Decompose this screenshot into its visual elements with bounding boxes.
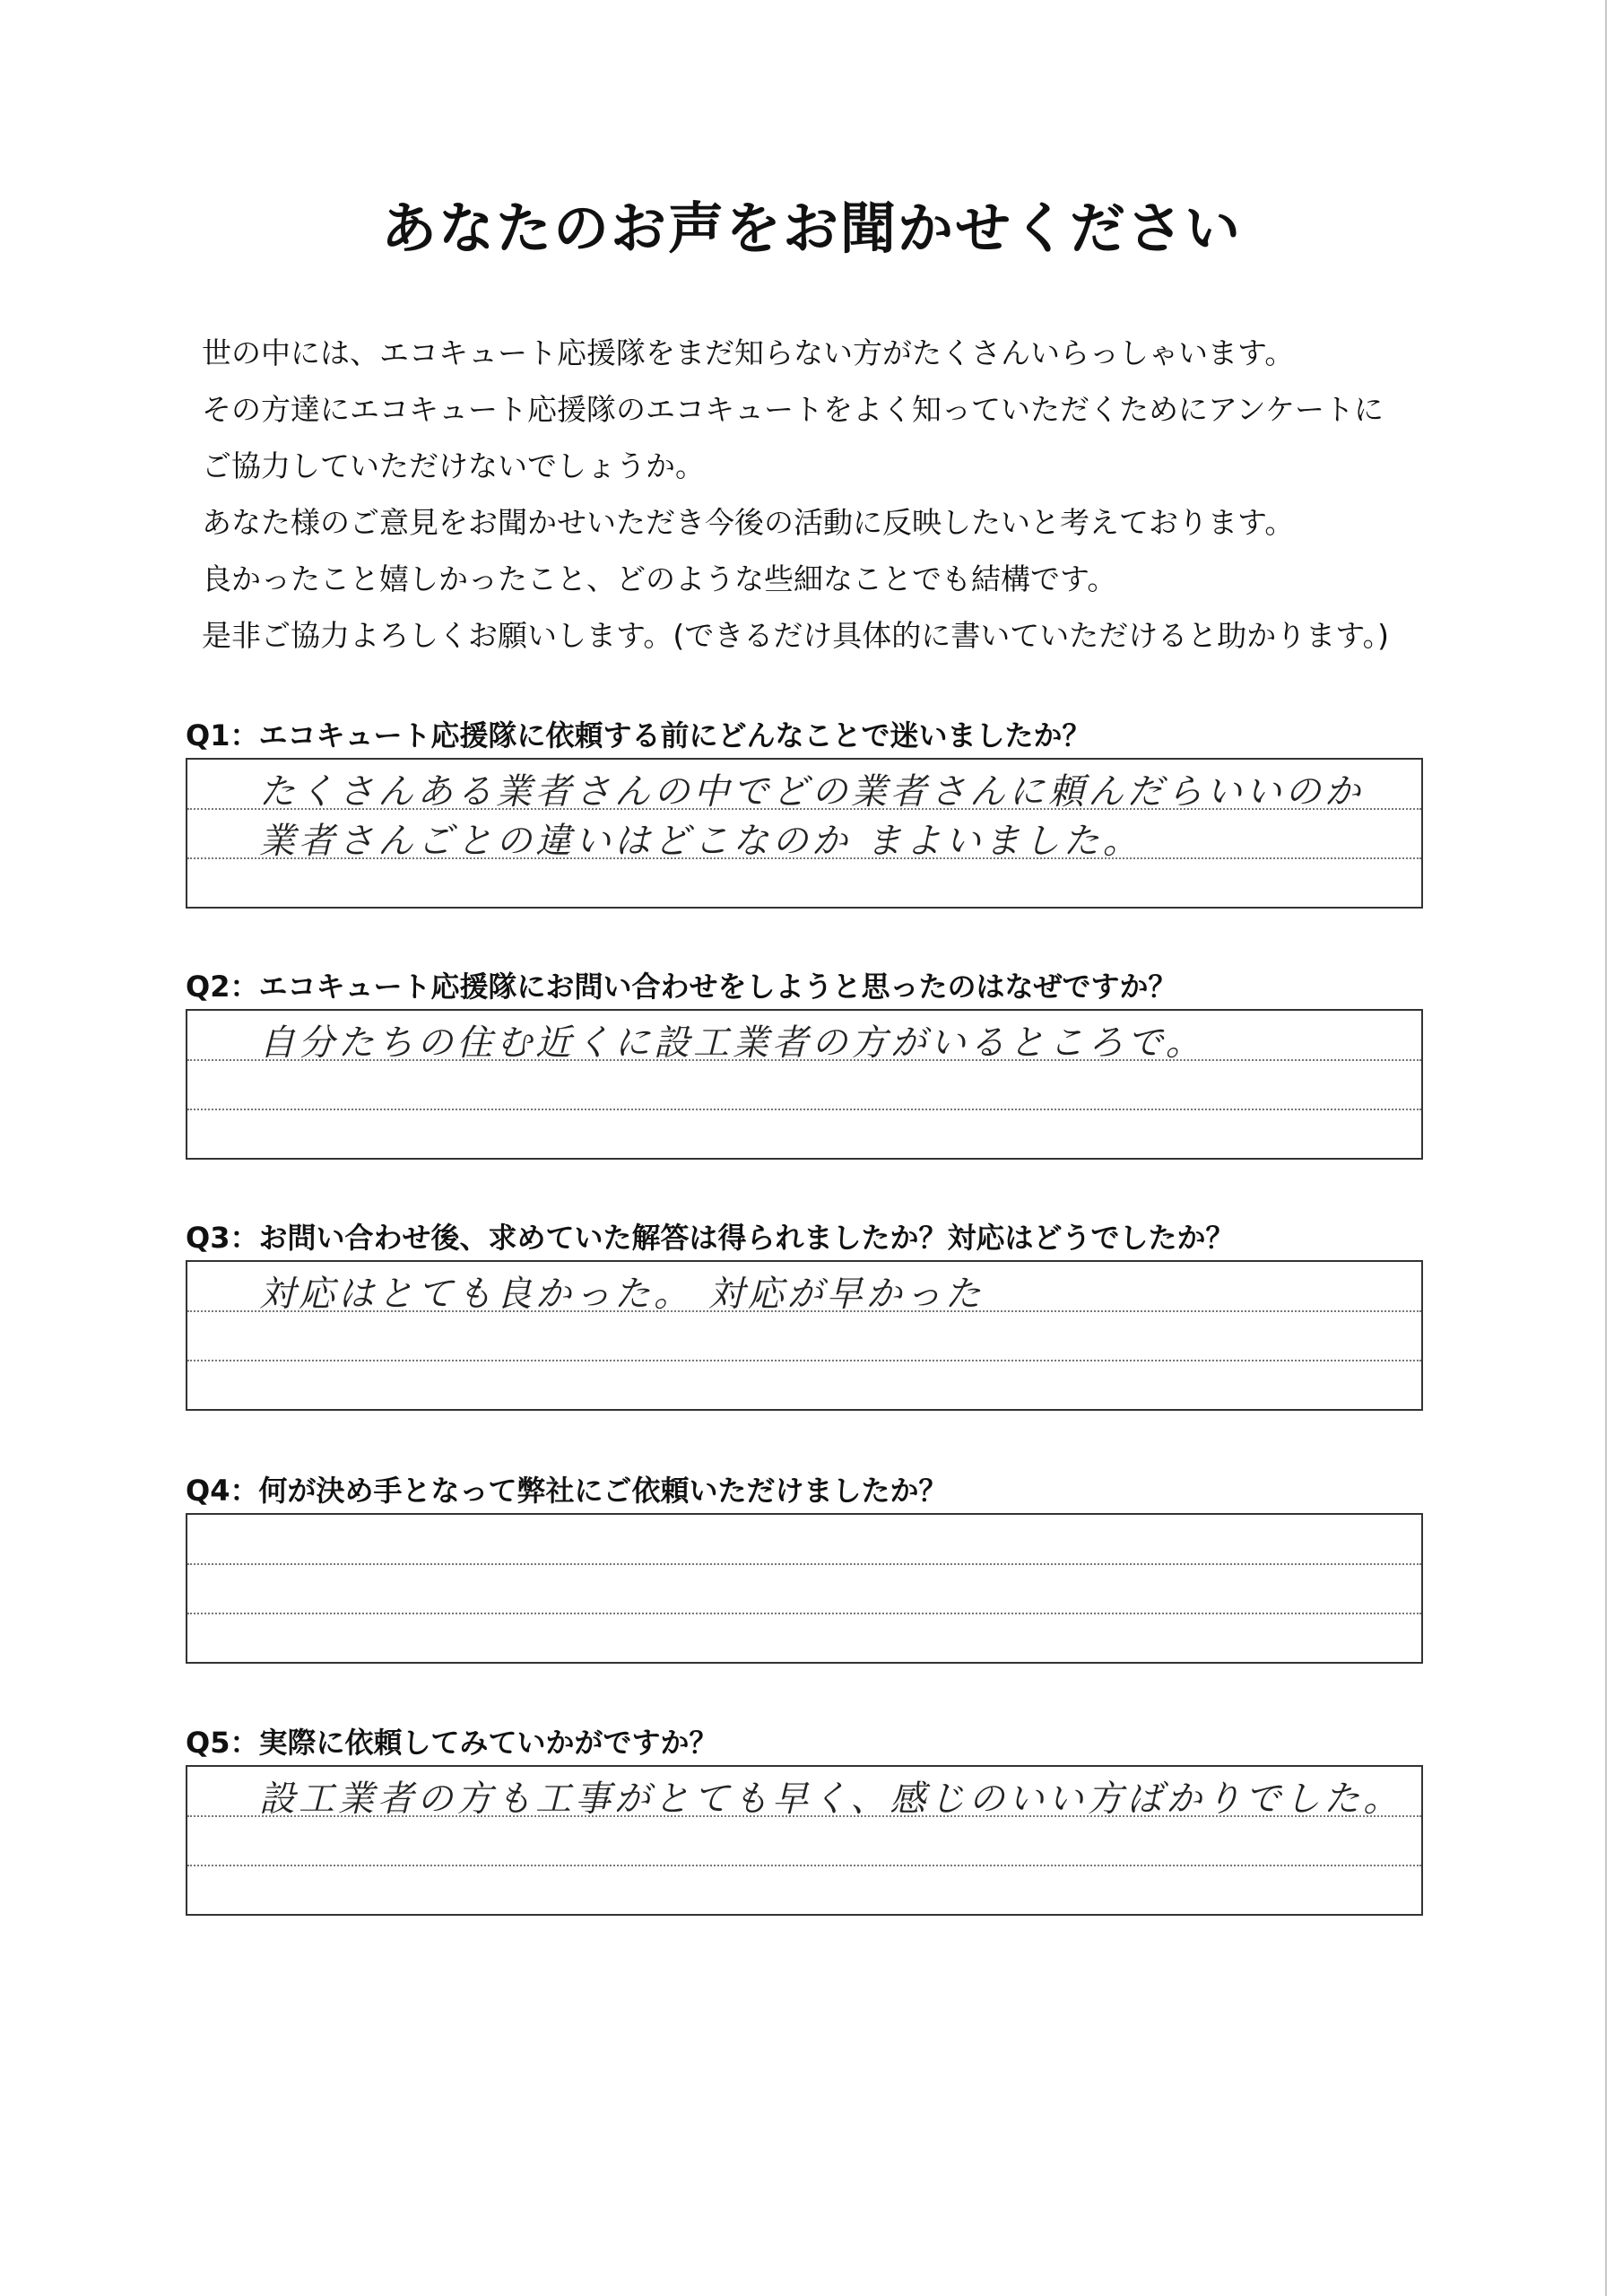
handwritten-answer: 自分たちの住む近くに設工業者の方がいるところで。: [259, 1022, 1205, 1064]
ruled-line: [187, 1865, 1421, 1866]
handwritten-answer: 対応はとても良かった。 対応が早かった: [259, 1274, 985, 1315]
question-label: Q3：お問い合わせ後、求めていた解答は得られましたか？対応はどうでしたか？: [186, 1221, 1235, 1255]
question-label: Q2：エコキュート応援隊にお問い合わせをしようと思ったのはなぜですか？: [186, 970, 1177, 1004]
question-4: [186, 1468, 1423, 1664]
page-title: あなたのお声をお聞かせください: [380, 196, 1242, 261]
answer-box[interactable]: [186, 1513, 1423, 1664]
ruled-line: [187, 1563, 1421, 1565]
question-label: Q4：何が決め手となって弊社にご依頼いただけましたか？: [186, 1474, 948, 1508]
intro-line: 世の中には、エコキュート応援隊をまだ知らない方がたくさんいらっしゃいます。: [202, 335, 1295, 370]
handwritten-answer: 設工業者の方も工事がとても早く、感じのいい方ばかりでした。: [259, 1779, 1403, 1820]
handwritten-answer: 業者さんごとの違いはどこなのか まよいました。: [259, 821, 1142, 862]
question-3: [186, 1215, 1423, 1411]
ruled-line: [187, 1360, 1421, 1361]
question-label: Q5：実際に依頼してみていかがですか？: [186, 1726, 718, 1760]
intro-line: 是非ご協力よろしくお願いします。(できるだけ具体的に書いていただけると助かります。): [202, 618, 1389, 653]
intro-text: [202, 325, 1457, 664]
handwritten-answer: たくさんある業者さんの中でどの業者さんに頼んだらいいのか: [259, 771, 1364, 813]
intro-line: その方達にエコキュート応援隊のエコキュートをよく知っていただくためにアンケートに: [202, 392, 1384, 427]
question-1: [186, 713, 1423, 909]
page-edge-line: [1605, 0, 1607, 2296]
question-2: [186, 964, 1423, 1160]
question-5: [186, 1720, 1423, 1916]
answer-box[interactable]: [186, 1765, 1423, 1916]
intro-line: ご協力していただけないでしょうか。: [202, 448, 705, 483]
intro-line: あなた様のご意見をお聞かせいただき今後の活動に反映したいと考えております。: [202, 505, 1295, 540]
answer-box[interactable]: [186, 1260, 1423, 1411]
ruled-line: [187, 1109, 1421, 1110]
answer-box[interactable]: [186, 1009, 1423, 1160]
intro-line: 良かったこと嬉しかったこと、どのような些細なことでも結構です。: [202, 561, 1117, 596]
ruled-line: [187, 1613, 1421, 1614]
question-label: Q1：エコキュート応援隊に依頼する前にどんなことで迷いましたか？: [186, 718, 1091, 752]
answer-box[interactable]: [186, 758, 1423, 909]
